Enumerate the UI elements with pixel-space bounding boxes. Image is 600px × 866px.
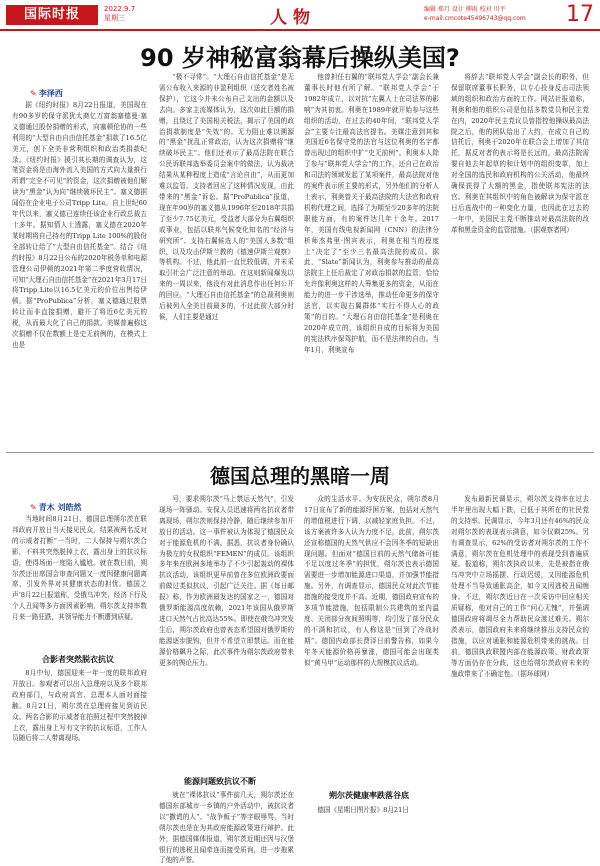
subheading-2: 能源问题致抗议不断	[184, 777, 256, 786]
article2-column-2b	[159, 790, 294, 865]
article-divider	[6, 452, 594, 453]
byline-text: 青木 刘皓然	[38, 503, 82, 512]
article2-column-3b	[304, 805, 439, 823]
article1-column-4	[451, 72, 589, 448]
article2-column-4	[451, 494, 589, 823]
paragraph: “极不寻常”。“大理石自由信托基金”是无需公布收入来源的非盈利组织（送交者姓名被保护），它这今并未公布自己支出的金额以及去向。多家主流媒体认为，这次如此巨额的捐赠，且绕过了美国相关税法，揭示了美国的政治捐款制度是“失效”的。无力阻止难以溯源的“黑金”扰乱正常政治，认为这次捐赠将“继续破坏民主”。他们还表示了最高法院在联合公民诉联邦选举委员会案中的做法，认为裁决结果从某种程度上造成“言论自由”，从而更加难以监管。支持者回应了这种情况发现，由此带来的“黑金”诉讼。据“ProPublica”报道，现在年90岁的塞义德从1996年至2018年共捐了至少7.75亿美元，受益者大部分为右翼组织或事业，包括以联邦气候变化知名的“经济与研究所”、支持右翼候选人的“美国人多数”组织，以及攻击伊斯兰教的《德速伊斯兰观察》等机构。不过，他此前一直比较低调，并未采取引社会广泛注意的举动。在这则新闻爆发以来的一周以来，他没有对此消息作出任何公开的回应。“大理石自由信托基金”的总裁利奥则后被列入全美目前最多的，不过此前大部分时候，人们主要是通过	[159, 73, 294, 321]
page-header	[0, 0, 600, 30]
article2-byline	[30, 502, 82, 513]
paragraph: 德国《星期日图片报》8月21日	[317, 806, 409, 814]
editor-line: 编辑 郑月 设计 柳雨 校对 川平	[424, 6, 506, 13]
article1-column-1	[12, 100, 147, 448]
paragraph: 众的生活水平。为安抚民众，朔尔茨8月17日宣布了新的能源纾困方案，包括对天然气的增值税进行下调，以减轻家庭负担。不过，该方案被许多人认为力度不足，此前，朔尔茨还宣称德国的天然气供应不会因冬季的短缺出现问题。但面对“德国目前的天然气储备可能不足以度过冬季”的担忧，朔尔茨也表示德国需要进一步增加能源进口渠道，并加强节能措施。另外，有调查显示，德国民众对此次节能措施的接受度并不高。近期，德国政府宣布的多项节能措施，包括限制公共建筑的室内温度、关闭部分夜间照明等，均引发了部分民众的不满和抗议，有人称这是“回到了冷战时期”。德国内政部长费泽日前警告称，如果今年冬天能源价格再暴涨，德国可能会出现类似“黄马甲”运动那样的大规模抗议活动。	[304, 495, 439, 667]
email-line: e-mail:cmcote45496743@qq.com	[424, 15, 526, 22]
subheading-3: 朔尔茨健康率跌落谷底	[329, 791, 409, 800]
page-number: 17	[566, 2, 594, 27]
paragraph: 就在“裸体抗议”事件前几天，朔尔茨还在德国东部城市一乡镇的户外活动中，被抗议者以“撒谎的人”、“战争贩子”等字眼辱骂，当时朔尔茨也是在为其政府能源政策进行辩护。此外，据德国媒体报道，朔尔茨近期还因与汉堡银行的逃税丑闻牵连而接受质询，进一步拖累了他的声誉。	[159, 791, 294, 865]
weekday-text: 星期三	[104, 14, 125, 22]
article2-column-1b	[12, 668, 147, 823]
article2-column-3a	[304, 494, 439, 778]
editor-credits	[424, 5, 526, 23]
paragraph: 当地时间8月21日，德国总理朔尔茨在联邦政府开放日当天接见民众，结果被两名反对的示威者打断“一当时，二人保持与朔尔茨合影，不料其突然脱掉上衣，露出身上的抗议标语，使得场面一度陷入尴尬。就在数日前，朔尔茨还出席国会审查问题又一度因健康问题离席，引发外界对其健康状态的担忧。德国之声‘8月22日报道称，受俄乌冲突、经济下行及个人丑闻等多方面因素影响，朔尔茨支持率数月来一路狂跌，其领导能力不断遭到质疑。	[12, 515, 147, 622]
section-title: 人物	[270, 8, 316, 28]
article1-byline	[30, 88, 63, 99]
paragraph: 发布最新民调显示，朔尔茨支持率在过去半年里出现大幅下跌，已低于其所在的社民党的支持率。民调显示，今年3月还有46%的民众对朔尔茨的表现表示满意，如今仅剩25%。另有调查显示，62%的受访者对朔尔茨的工作不满意，朔尔茨在危机处理中的表现受到普遍质疑。报道称，朔尔茨执政以来，先是被指在俄乌冲突中立场摇摆、行动迟缓，又因能源危机处理不当导致通胀高企，如今又因逃税丑闻缠身。不过，朔尔茨近日在一次采访中回应相关质疑称，他对自己的工作“问心无愧”，并强调德国政府将竭尽全力帮助民众渡过难关。朔尔茨表示，德国政府未来将继续推出支持民众的措施，以应对通胀和能源危机带来的挑战。目前，德国执政联盟内部在能源政策、财政政策等方面仍存在分歧，这也给朔尔茨政府未来的施政带来了不确定性。（据环球网）	[451, 495, 589, 678]
paragraph: 将辞去“联邦党人学会”副会长的职务，但保留联席董事长职务，以专心投身反击司法领域的组织和政治方面的工作。网站社报道称，利奥和他的组织公司是包括多数党员和民主党在内，2020年民主党议员曾指控他操纵最高法院之后，他的团队给出了大约，在成立自己的信托后，利奥于2020年在联合会上增加了其信托，据反对者的表示将是长远的，最高法院需要自他去年起草的和计划中的组织变革，加上对全国的选民和政府机构的公关活动，他最终确保获得了大额的黑金，指使联邦宪法的法官。利奥在其组织中的角色被解读为保守派在日后选战中的一种变化力量，也因此在过去的一年中，美国民主党不断推动对最高法院的改革和黑金资金的监管措施。（据观察者网）	[451, 73, 589, 234]
subheading-1: 合影者突然脱衣抗议	[42, 655, 114, 664]
byline-text: 李泽西	[38, 89, 63, 98]
date-text: 2022.9.7	[104, 5, 136, 13]
issue-date	[104, 5, 135, 23]
paragraph: 号，要求朔尔茨“马上禁运天然气”，引发现场一阵骚动。安保人员迅速将两名抗议者带离现场，朔尔茨则保持冷静，随后继续参加开放日的活动。这一事件被认为体现了德国民众对于能源危机的不满。据悉，抗议者身份确认为极左的女权组织“FEMEN”的成员。该组织多年来在欧洲多地举办了不少引起轰动的裸体抗议活动，该组织更早前曾在多位欧洲政要面前做过类似抗议，引起广泛关注。据《每日邮报》称，作为欧洲最发达的国家之一，德国对俄罗斯能源高度依赖，2021年该国从俄罗斯进口天然气占比高达55%。即使在俄乌冲突发生后，朔尔茨政府也曾表态希望国对俄罗斯的能源逐步脱钩，但并不希望立即禁运。而在能源价格飙升之际，此次事件为朔尔茨政府带来更多的舆论压力。	[159, 495, 294, 667]
pen-icon: ✎	[30, 503, 37, 512]
article1-headline: 90 岁神秘富翁幕后操纵美国?	[140, 44, 460, 72]
article1-column-3	[304, 72, 439, 448]
pen-icon: ✎	[30, 89, 37, 98]
newspaper-logo: 国际时报	[6, 5, 98, 25]
paragraph: 8月中旬，德国迎来一年一度的联邦政府开放日。参观者可以出入总理府以及多个联邦政府部门，与政府高官、总理本人面对面接触。8月21日，朔尔茨在总理府接见到访民众。两名合影的示威者在拍照过程中突然脱掉上衣，露出身上写有文字的抗议标语，工作人员随后将二人带离现场。	[12, 669, 147, 743]
article2-headline: 德国总理的黑暗一周	[210, 464, 390, 488]
header-rule	[0, 29, 600, 31]
article2-column-1a	[12, 514, 147, 646]
paragraph: 他曾担任右翼的“联邦党人学会”副会长兼董事长时他有所了解。“联邦党人学会”于1982年成立，以对抗“左翼人士在司法界的影响”为其初衷。利奥在1989年就开始参与这些组织的活动，在过去的40年间，“联邦党人学会”主要专注最高法官提名。美媒注意到其和美国近6名保守党的法官与这位利奥的名字都曾出现过的组织中扩“史无前例”。利奥本人除了参与“联邦党人学会”的工作，还自己在政治和司法的领域发起了某项案件，最高法院对他的案件表示所主要的形式，另外他们的分析人士表示，利奥曾关于最高法院的大法官和政府机构代理之间，选择了为期至少20多年的法院职能方面，有的案件达几年十余年。2017年，美国有线电视新闻网（CNN）的法律分析师杰弗里·图宾表示，利奥在相当的程度上“决定了”至少三名最高法院的成员。据此，“Slate”新闻认为，利奥参与推动的最高法院主上任后裁定了对政治捐款的监管，恰恰允许像利奥这样的人筹集更多的资金，从而在能力的进一步干涉选举，推动任命更多的保守法官，以实现右翼群体“实行不得人心的政策”的目的。“大理石自由信托基金”是利奥在2020年成立的，该组织自成的目标将为美国的宪法秩序保驾护航，而不是法律的自由。当年1月，利奥宣布	[304, 73, 439, 354]
paragraph: 据《纽约时报》8月22日报道，美国现在有90多岁的保守派犹太裔亿万富翁塞德曼·塞义德通过股份捐赠的形式，向塞顿伦协的一些利用的“大型自由自由信托基金”捐款了16.5亿美元，创下全美非营利组织和政治类捐款纪录。《纽约时报》援引其长期的调查认为，这笔资金将是由海外流入美国的方式向大量推行所谓“完全不可见”的资金，这次捐赠被他们解读为“黑金”认为向“继续破坏民主”。塞义德据闻俗在企业电子公司Tripp Lite。自上世纪60年代以来，塞义德已连续任该企业行政总裁五十多年。据知情人士透露，塞义德在2020年某时期将自己持有的Tripp Lite 100%的股份全部转让给了“大型自由信托基金”。结合《纽约时报》8月22日公布的2020年税务单和电源管理公司伊顿的2021年第二季度营收情况，可知“大理石自由信托基金”在2021年3月17日将Tripp Lite以16.5亿美元的价位出售给伊顿。据“ProPublica”分析，塞义德通过股票转让而非直接捐赠，避开了将近6亿美元的税，从而最大化了自己的捐款。美媒普遍称这次捐赠不仅在数额上是史无前例的，在模式上也是	[12, 101, 148, 349]
article1-column-2	[159, 72, 294, 448]
article2-column-2a	[159, 494, 294, 772]
